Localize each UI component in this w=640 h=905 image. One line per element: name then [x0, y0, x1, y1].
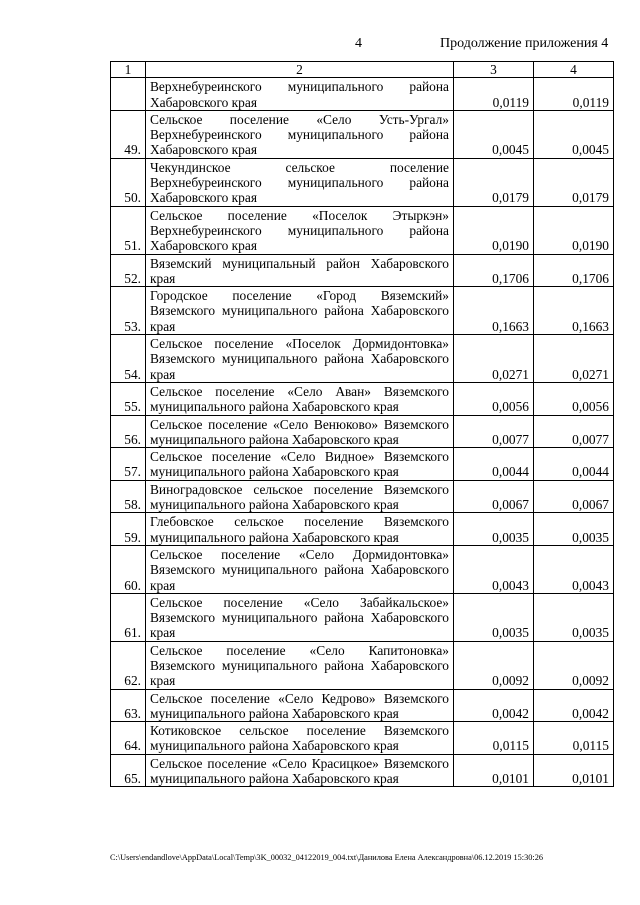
table-row	[111, 513, 614, 546]
value-col4: 0,0056	[534, 382, 614, 415]
row-number: 58.	[111, 480, 146, 513]
municipality-name: Сельское поселение «Село Аван» Вяземского муниципального района Хабаровского края	[146, 382, 454, 415]
row-number: 59.	[111, 513, 146, 546]
municipality-name: Сельское поселение «Село Забайкальское» Вяземского муниципального района Хабаровского края	[146, 593, 454, 641]
row-number: 60.	[111, 545, 146, 593]
value-col4: 0,0115	[534, 722, 614, 755]
value-col4: 0,0035	[534, 593, 614, 641]
row-number: 50.	[111, 158, 146, 206]
municipality-name: Сельское поселение «Село Красицкое» Вяземского муниципального района Хабаровского края	[146, 754, 454, 787]
table-row	[111, 254, 614, 287]
municipality-name: Сельское поселение «Село Дормидонтовка» Вяземского муниципального района Хабаровского края	[146, 545, 454, 593]
column-header: 4	[534, 62, 614, 78]
municipality-name: Глебовское сельское поселение Вяземского муниципального района Хабаровского края	[146, 513, 454, 546]
value-col3: 0,0271	[454, 335, 534, 383]
row-number: 52.	[111, 254, 146, 287]
municipality-name: Виноградовское сельское поселение Вяземского муниципального района Хабаровского края	[146, 480, 454, 513]
value-col3: 0,0045	[454, 110, 534, 158]
municipality-name: Сельское поселение «Село Усть-Ургал» Верхнебуреинского муниципального района Хабаровского края	[146, 110, 454, 158]
table-row	[111, 722, 614, 755]
column-header: 2	[146, 62, 454, 78]
row-number: 64.	[111, 722, 146, 755]
table-row	[111, 206, 614, 254]
table-row	[111, 415, 614, 448]
row-number: 61.	[111, 593, 146, 641]
row-number: 62.	[111, 641, 146, 689]
table-row	[111, 754, 614, 787]
value-col4: 0,0271	[534, 335, 614, 383]
value-col3: 0,0044	[454, 448, 534, 481]
table-row	[111, 689, 614, 722]
table-row	[111, 641, 614, 689]
table-row	[111, 78, 614, 111]
value-col4: 0,0035	[534, 513, 614, 546]
value-col4: 0,0077	[534, 415, 614, 448]
value-col3: 0,0067	[454, 480, 534, 513]
value-col3: 0,0119	[454, 78, 534, 111]
value-col3: 0,0092	[454, 641, 534, 689]
value-col3: 0,1706	[454, 254, 534, 287]
value-col3: 0,0042	[454, 689, 534, 722]
municipality-name: Чекундинское сельское поселение Верхнебуреинского муниципального района Хабаровского края	[146, 158, 454, 206]
column-header: 3	[454, 62, 534, 78]
appendix-table	[110, 61, 614, 787]
value-col3: 0,0179	[454, 158, 534, 206]
table-row	[111, 110, 614, 158]
value-col3: 0,0115	[454, 722, 534, 755]
municipality-name: Верхнебуреинского муниципального района Хабаровского края	[146, 78, 454, 111]
municipality-name: Вяземский муниципальный район Хабаровского края	[146, 254, 454, 287]
municipality-name: Сельское поселение «Поселок Дормидонтовка» Вяземского муниципального района Хабаровского края	[146, 335, 454, 383]
table-row	[111, 158, 614, 206]
row-number: 65.	[111, 754, 146, 787]
municipality-name: Сельское поселение «Село Капитоновка» Вяземского муниципального района Хабаровского края	[146, 641, 454, 689]
value-col3: 0,0043	[454, 545, 534, 593]
row-number: 51.	[111, 206, 146, 254]
municipality-name: Городское поселение «Город Вяземский» Вяземского муниципального района Хабаровского края	[146, 287, 454, 335]
value-col4: 0,0190	[534, 206, 614, 254]
row-number: 54.	[111, 335, 146, 383]
table-row	[111, 480, 614, 513]
table-header-row	[111, 62, 614, 78]
municipality-name: Сельское поселение «Село Венюково» Вяземского муниципального района Хабаровского края	[146, 415, 454, 448]
row-number: 55.	[111, 382, 146, 415]
value-col4: 0,1706	[534, 254, 614, 287]
value-col3: 0,0035	[454, 593, 534, 641]
value-col4: 0,0179	[534, 158, 614, 206]
row-number: 56.	[111, 415, 146, 448]
municipality-name: Сельское поселение «Поселок Этыркэн» Верхнебуреинского муниципального района Хабаровского края	[146, 206, 454, 254]
value-col4: 0,0045	[534, 110, 614, 158]
table-row	[111, 382, 614, 415]
value-col4: 0,0067	[534, 480, 614, 513]
value-col4: 0,0044	[534, 448, 614, 481]
row-number	[111, 78, 146, 111]
table-row	[111, 335, 614, 383]
municipality-name: Котиковское сельское поселение Вяземского муниципального района Хабаровского края	[146, 722, 454, 755]
continuation-label: Продолжение приложения 4	[440, 36, 609, 51]
value-col4: 0,0042	[534, 689, 614, 722]
table-row	[111, 448, 614, 481]
table-row	[111, 545, 614, 593]
value-col3: 0,0056	[454, 382, 534, 415]
value-col4: 0,0119	[534, 78, 614, 111]
value-col4: 0,0043	[534, 545, 614, 593]
value-col3: 0,0190	[454, 206, 534, 254]
value-col4: 0,1663	[534, 287, 614, 335]
page-number: 4	[355, 36, 362, 51]
table-row	[111, 593, 614, 641]
value-col4: 0,0101	[534, 754, 614, 787]
file-path-footer: C:\Users\endandlove\AppData\Local\Temp\3K_00032_04122019_004.txt\Данилова Елена Александровна\06.12.2019 15:30:26	[110, 853, 544, 862]
value-col3: 0,1663	[454, 287, 534, 335]
column-header: 1	[111, 62, 146, 78]
municipality-name: Сельское поселение «Село Видное» Вяземского муниципального района Хабаровского края	[146, 448, 454, 481]
value-col4: 0,0092	[534, 641, 614, 689]
row-number: 63.	[111, 689, 146, 722]
row-number: 57.	[111, 448, 146, 481]
row-number: 49.	[111, 110, 146, 158]
table-row	[111, 287, 614, 335]
municipality-name: Сельское поселение «Село Кедрово» Вяземского муниципального района Хабаровского края	[146, 689, 454, 722]
value-col3: 0,0101	[454, 754, 534, 787]
value-col3: 0,0077	[454, 415, 534, 448]
row-number: 53.	[111, 287, 146, 335]
value-col3: 0,0035	[454, 513, 534, 546]
